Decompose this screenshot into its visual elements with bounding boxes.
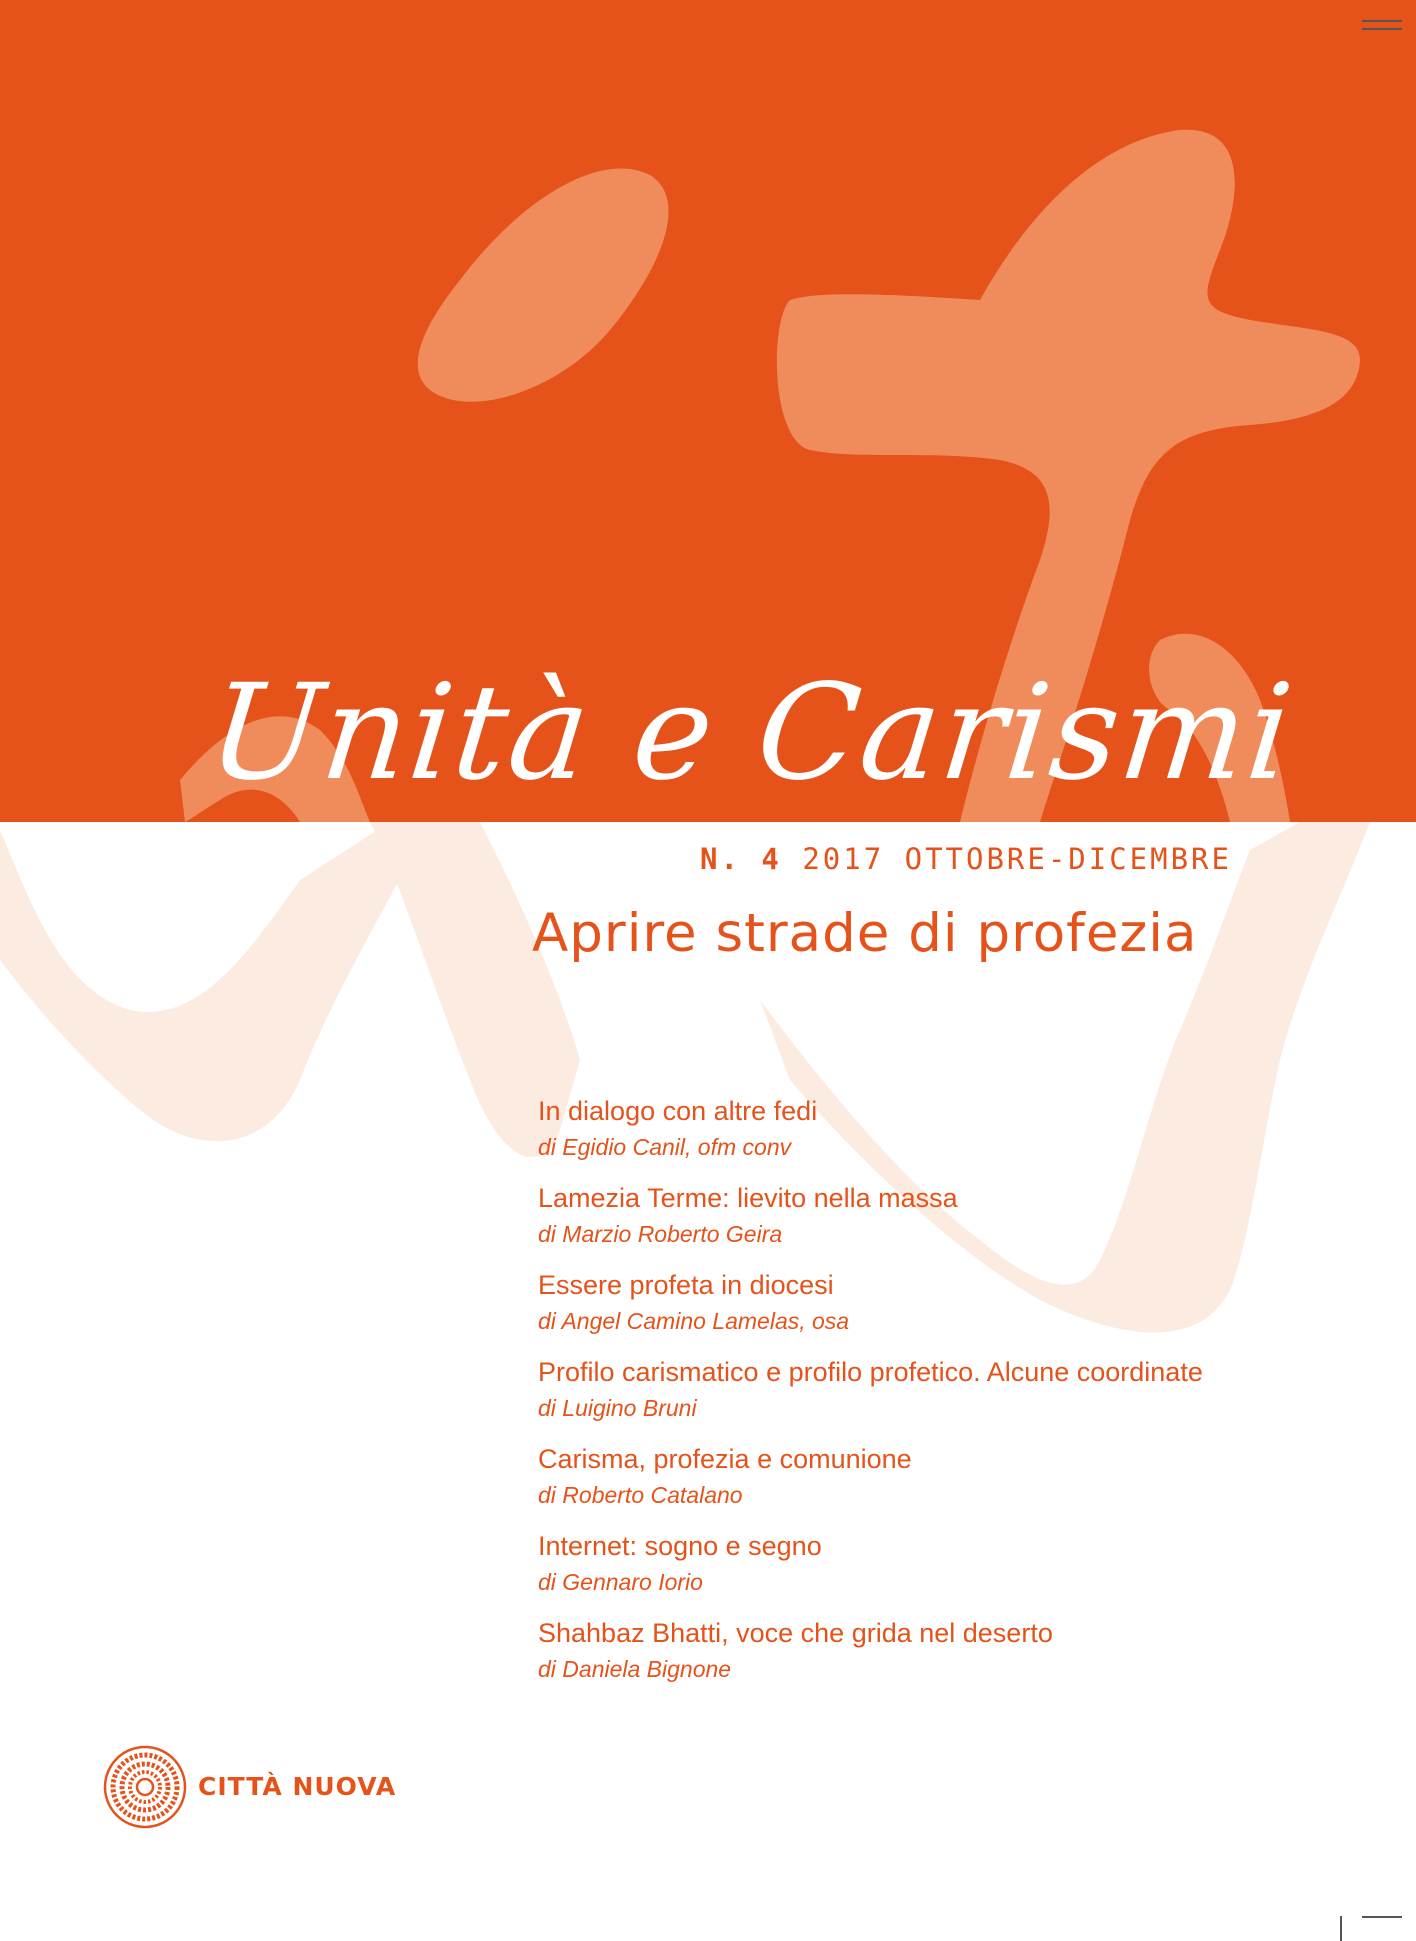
crop-mark-bottom-v	[1340, 1916, 1342, 1941]
table-of-contents	[538, 1092, 1378, 1701]
masthead-title: Unità e Carismi	[201, 656, 1301, 810]
toc-article-author: di Daniela Bignone	[538, 1656, 732, 1682]
crop-mark-top-2	[1362, 28, 1402, 30]
sunburst-logo-icon	[102, 1744, 188, 1830]
toc-article-author: di Luigino Bruni	[538, 1395, 697, 1421]
toc-item	[538, 1527, 1378, 1614]
toc-item	[538, 1092, 1378, 1179]
toc-article-title: Internet: sogno e segno	[538, 1531, 822, 1561]
toc-article-author: di Gennaro Iorio	[538, 1569, 703, 1595]
crop-mark-bottom-h	[1362, 1916, 1402, 1918]
masthead	[201, 648, 1301, 818]
toc-item	[538, 1353, 1378, 1440]
toc-item	[538, 1179, 1378, 1266]
toc-article-author: di Roberto Catalano	[538, 1482, 743, 1508]
toc-article-title: In dialogo con altre fedi	[538, 1096, 818, 1126]
toc-article-title: Lamezia Terme: lievito nella massa	[538, 1183, 958, 1213]
toc-article-title: Profilo carismatico e profilo profetico. Alcune coordinate	[538, 1357, 1203, 1387]
light-brush-dot	[418, 169, 669, 402]
publisher-block	[102, 1744, 422, 1830]
issue-info	[700, 842, 1232, 876]
issue-title: Aprire strade di profezia	[532, 903, 1198, 964]
toc-article-title: Essere profeta in diocesi	[538, 1270, 834, 1300]
toc-item	[538, 1266, 1378, 1353]
toc-item	[538, 1440, 1378, 1527]
pale-brush-stroke-left	[0, 822, 430, 1141]
toc-article-title: Carisma, profezia e comunione	[538, 1444, 912, 1474]
toc-article-author: di Angel Camino Lamelas, osa	[538, 1308, 850, 1334]
publisher-name: CITTÀ NUOVA	[198, 1772, 397, 1801]
issue-period: 2017 OTTOBRE-DICEMBRE	[802, 842, 1232, 876]
toc-article-title: Shahbaz Bhatti, voce che grida nel deserto	[538, 1618, 1053, 1648]
issue-number: N. 4	[700, 842, 782, 876]
toc-item	[538, 1614, 1378, 1701]
toc-article-author: di Egidio Canil, ofm conv	[538, 1134, 792, 1160]
crop-mark-top-1	[1362, 20, 1402, 22]
toc-article-author: di Marzio Roberto Geira	[538, 1221, 783, 1247]
